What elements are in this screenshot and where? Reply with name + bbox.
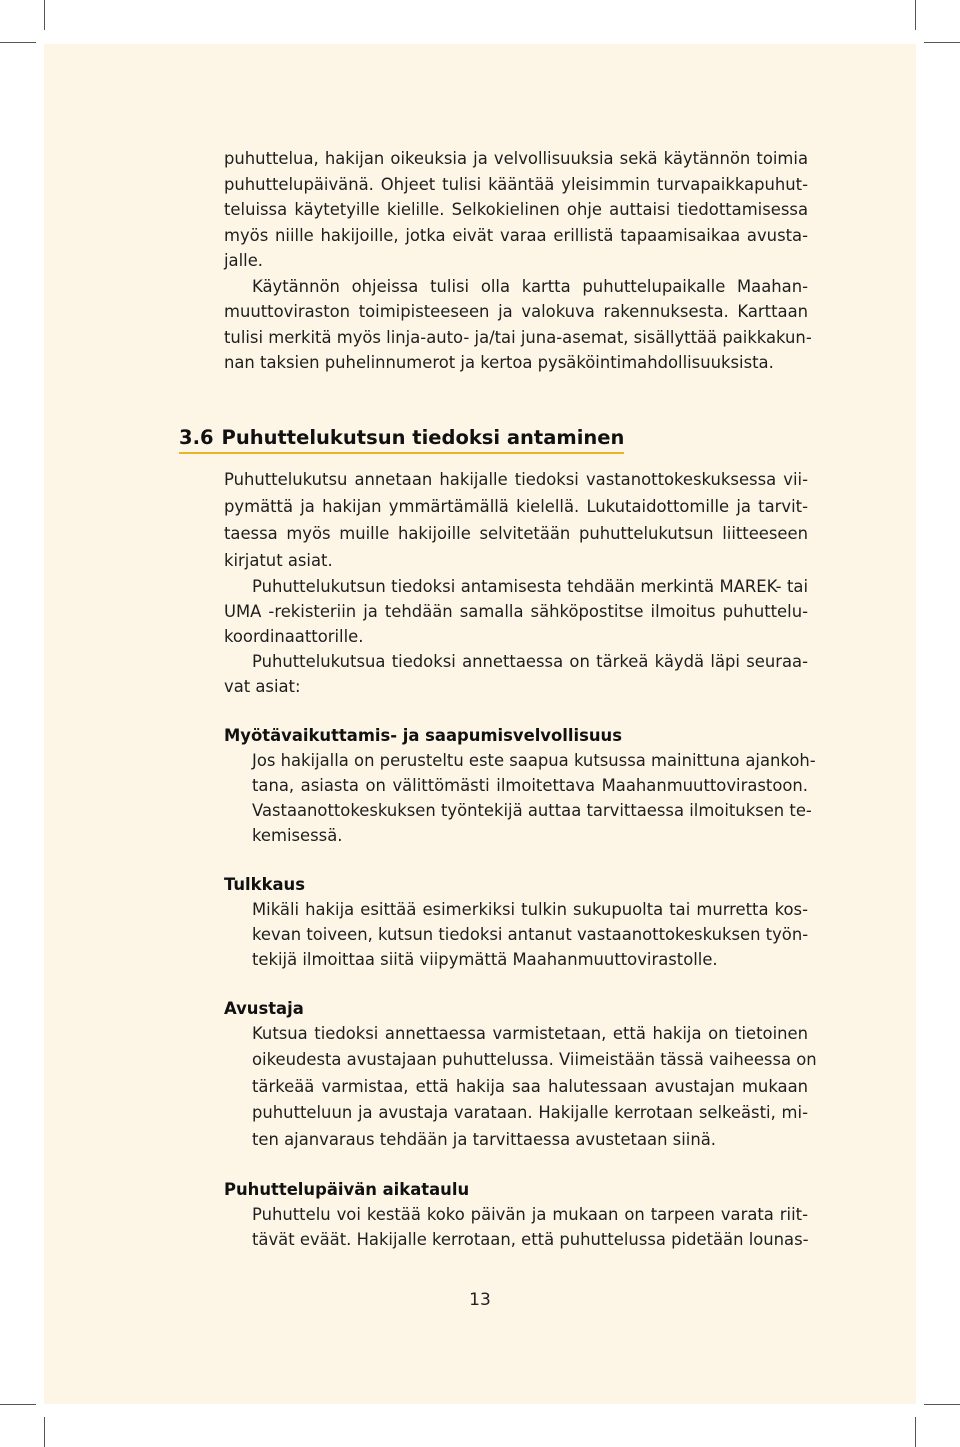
text-line: kemisessä.: [252, 825, 343, 845]
page-content: [179, 146, 817, 1252]
text-line: puhuttelua, hakijan oikeuksia ja velvollisuuksia sekä käytännön toimia: [224, 149, 808, 168]
text-line: tekijä ilmoittaa siitä viipymättä Maahanmuuttovirastolle.: [252, 949, 718, 969]
text-line: puhuttelupäivänä. Ohjeet tulisi kääntää yleisimmin turvapaikkapuhut-: [224, 174, 808, 194]
subsection-heading: Puhuttelupäivän aikataulu: [224, 1180, 470, 1199]
text-line: teluissa käytetyille kielille. Selkokielinen ohje auttaisi tiedottamisessa: [224, 200, 808, 219]
text-line: Käytännön ohjeissa tulisi olla kartta puhuttelupaikalle Maahan-: [252, 276, 808, 296]
section-number: 3.6: [179, 425, 214, 449]
text-line: muuttoviraston toimipisteeseen ja valokuva rakennuksesta. Karttaan: [224, 302, 808, 321]
subsection-body: [224, 748, 816, 848]
section-title: Puhuttelukutsun tiedoksi antaminen: [221, 425, 625, 449]
subsection-heading: Myötävaikuttamis- ja saapumisvelvollisuus: [224, 725, 622, 745]
text-line: ten ajanvaraus tehdään ja tarvittaessa avustetaan siinä.: [252, 1129, 716, 1149]
crop-mark-top-left: [44, 0, 45, 30]
section-heading: [179, 426, 624, 454]
text-line: Vastaanottokeskuksen työntekijä auttaa tarvittaessa ilmoituksen te-: [252, 800, 812, 820]
intro-paragraph: [224, 146, 812, 376]
crop-mark-top-right-h: [924, 42, 960, 43]
text-line: kevan toiveen, kutsun tiedoksi antanut vastaanottokeskuksen työn-: [252, 924, 809, 944]
text-line: tana, asiasta on välittömästi ilmoitettava Maahanmuuttovirastoon.: [252, 775, 808, 795]
text-line: Puhuttelu voi kestää koko päivän ja mukaan on tarpeen varata riit-: [252, 1205, 808, 1224]
subsection-body: [224, 1021, 817, 1154]
text-line: taessa myös muille hakijoille selvitetään puhuttelukutsun liitteeseen: [224, 523, 808, 543]
text-line: kirjatut asiat.: [224, 550, 333, 570]
text-line: Jos hakijalla on perusteltu este saapua kutsussa mainittuna ajankoh-: [252, 750, 816, 770]
page-number: 13: [469, 1290, 491, 1310]
subsection-heading: Tulkkaus: [224, 874, 305, 894]
subsection-heading: Avustaja: [224, 998, 304, 1018]
text-line: nan taksien puhelinnumerot ja kertoa pysäköintimahdollisuuksista.: [224, 353, 774, 372]
crop-mark-top-right: [915, 0, 916, 30]
text-line: pymättä ja hakijan ymmärtämällä kielellä. Lukutaidottomille ja tarvit-: [224, 496, 808, 516]
text-line: Mikäli hakija esittää esimerkiksi tulkin sukupuolta tai murretta kos-: [252, 899, 808, 919]
text-line: puhutteluun ja avustaja varataan. Hakijalle kerrotaan selkeästi, mi-: [252, 1103, 808, 1122]
subsection-body: [224, 897, 808, 972]
text-line: Puhuttelukutsu annetaan hakijalle tiedoksi vastanottokeskuksessa vii-: [224, 469, 808, 489]
text-line: tävät eväät. Hakijalle kerrotaan, että puhuttelussa pidetään lounas-: [252, 1230, 809, 1249]
section-body: [224, 466, 808, 699]
text-line: Kutsua tiedoksi annettaessa varmistetaan, että hakija on tietoinen: [252, 1023, 808, 1043]
text-line: Puhuttelukutsun tiedoksi antamisesta tehdään merkintä MAREK- tai: [252, 576, 808, 596]
crop-mark-bottom-right-h: [924, 1404, 960, 1405]
text-line: tärkeää varmistaa, että hakija saa halutessaan avustajan mukaan: [252, 1076, 808, 1096]
crop-mark-bottom-left: [44, 1417, 45, 1447]
text-line: vat asiat:: [224, 676, 301, 696]
text-line: tulisi merkitä myös linja-auto- ja/tai juna-asemat, sisällyttää paikkakun-: [224, 327, 812, 347]
subsection-body: [224, 1202, 808, 1252]
text-line: jalle.: [224, 251, 263, 270]
crop-mark-bottom-left-h: [0, 1404, 36, 1405]
text-line: koordinaattorille.: [224, 626, 364, 646]
text-line: oikeudesta avustajaan puhuttelussa. Viimeistään tässä vaiheessa on: [252, 1050, 817, 1069]
text-line: UMA -rekisteriin ja tehdään samalla sähköpostitse ilmoitus puhuttelu-: [224, 601, 808, 621]
text-line: myös niille hakijoille, jotka eivät varaa erillistä tapaamisaikaa avusta-: [224, 225, 808, 245]
crop-mark-bottom-right: [915, 1417, 916, 1447]
text-line: Puhuttelukutsua tiedoksi annettaessa on tärkeä käydä läpi seuraa-: [252, 651, 808, 671]
crop-mark-top-left-h: [0, 42, 36, 43]
